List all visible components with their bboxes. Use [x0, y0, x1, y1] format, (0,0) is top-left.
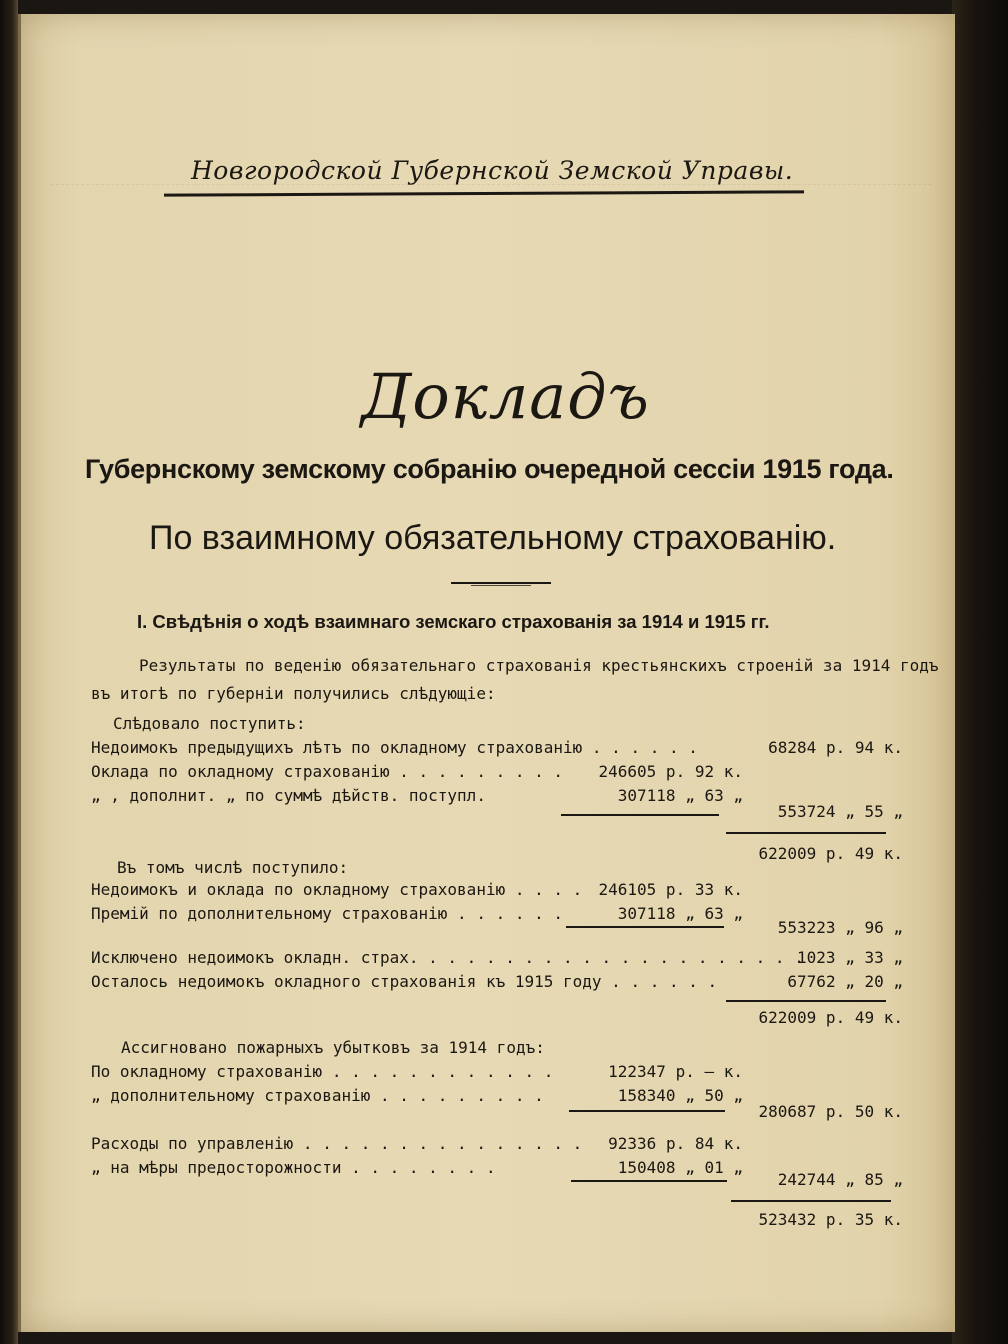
row-total: 622009 р. 49 к. [758, 1008, 903, 1027]
row-label: Въ томъ числѣ поступило: [117, 858, 349, 877]
ledger-row [113, 714, 933, 738]
row-label: Осталось недоимокъ окладного страхованія къ 1915 году . . . . . . [91, 972, 718, 991]
book-spine [0, 0, 18, 1344]
row-label: По окладному страхованію . . . . . . . . . . . . [91, 1062, 554, 1081]
row-amount: 92336 р. 84 к. [608, 1134, 743, 1153]
row-total: 553724 „ 55 „ [777, 802, 903, 821]
row-label: „ дополнительному страхованію . . . . . . . . . [91, 1086, 544, 1105]
row-label: Ассигновано пожарныхъ убытковъ за 1914 годъ: [121, 1038, 545, 1057]
intro-line-2: въ итогѣ по губерніи получились слѣдующіе: [91, 684, 496, 703]
row-total: 553223 „ 96 „ [777, 918, 903, 937]
row-amount: 158340 „ 50 „ [617, 1086, 743, 1105]
document-page [18, 14, 955, 1332]
ledger-row [91, 1210, 911, 1234]
ledger-row [91, 972, 911, 996]
row-amount: 307118 „ 63 „ [617, 904, 743, 923]
ledger-row [91, 1062, 911, 1086]
row-total: 280687 р. 50 к. [758, 1102, 903, 1121]
row-total: 622009 р. 49 к. [758, 844, 903, 863]
ledger-row [91, 802, 911, 826]
ledger-row [91, 948, 911, 972]
row-label: „ на мѣры предосторожности . . . . . . . . [91, 1158, 496, 1177]
ledger-row [91, 738, 911, 762]
row-total: 523432 р. 35 к. [758, 1210, 903, 1229]
ledger-row [117, 858, 937, 882]
ledger-row [121, 1038, 941, 1062]
row-total: 1023 „ 33 „ [797, 948, 903, 967]
ledger-row [91, 1102, 911, 1126]
row-total: 68284 р. 94 к. [768, 738, 903, 757]
row-amount: 307118 „ 63 „ [617, 786, 743, 805]
row-amount: 122347 р. — к. [608, 1062, 743, 1081]
ledger-row [91, 918, 911, 942]
row-label: Слѣдовало поступить: [113, 714, 306, 733]
ledger-row [91, 880, 911, 904]
row-label: Недоимокъ предыдущихъ лѣтъ по окладному страхованію . . . . . . [91, 738, 698, 757]
row-total: 67762 „ 20 „ [787, 972, 903, 991]
row-amount: 246105 р. 33 к. [598, 880, 743, 899]
section-heading: I. Свѣдѣнія о ходѣ взаимнаго земскаго страхованія за 1914 и 1915 гг. [137, 611, 770, 632]
book-edge [952, 0, 1008, 1344]
row-label: Недоимокъ и оклада по окладному страхованію . . . . [91, 880, 583, 899]
header-title: Новгородской Губернской Земской Управы. [191, 156, 794, 185]
row-label: Оклада по окладному страхованію . . . . . . . . . [91, 762, 564, 781]
row-label: Исключено недоимокъ окладн. страх. . . . . . . . . . . . . . . . . . . . . [91, 948, 804, 967]
row-total: 242744 „ 85 „ [777, 1170, 903, 1189]
row-label: Премій по дополнительному страхованію . . . . . . [91, 904, 564, 923]
report-topic: По взаимному обязательному страхованію. [149, 519, 837, 557]
row-label: „ , дополнит. „ по суммѣ дѣйств. поступл. [91, 786, 486, 805]
report-subtitle: Губернскому земскому собранію очередной сессіи 1915 года. [85, 454, 894, 484]
ledger-row [91, 1134, 911, 1158]
row-amount: 150408 „ 01 „ [617, 1158, 743, 1177]
ledger-row [91, 762, 911, 786]
ledger-row [91, 1170, 911, 1194]
report-title: Докладъ [361, 360, 650, 433]
sum-rule [731, 1200, 891, 1202]
intro-line-1: Результаты по веденію обязательнаго страхованія крестьянскихъ строеній за 1914 годъ [139, 656, 939, 675]
sum-rule [726, 832, 886, 834]
sum-rule [726, 1000, 886, 1002]
row-label: Расходы по управленію . . . . . . . . . . . . . . . [91, 1134, 583, 1153]
ornament-divider [451, 579, 551, 587]
ledger-row [91, 1008, 911, 1032]
row-amount: 246605 р. 92 к. [598, 762, 743, 781]
